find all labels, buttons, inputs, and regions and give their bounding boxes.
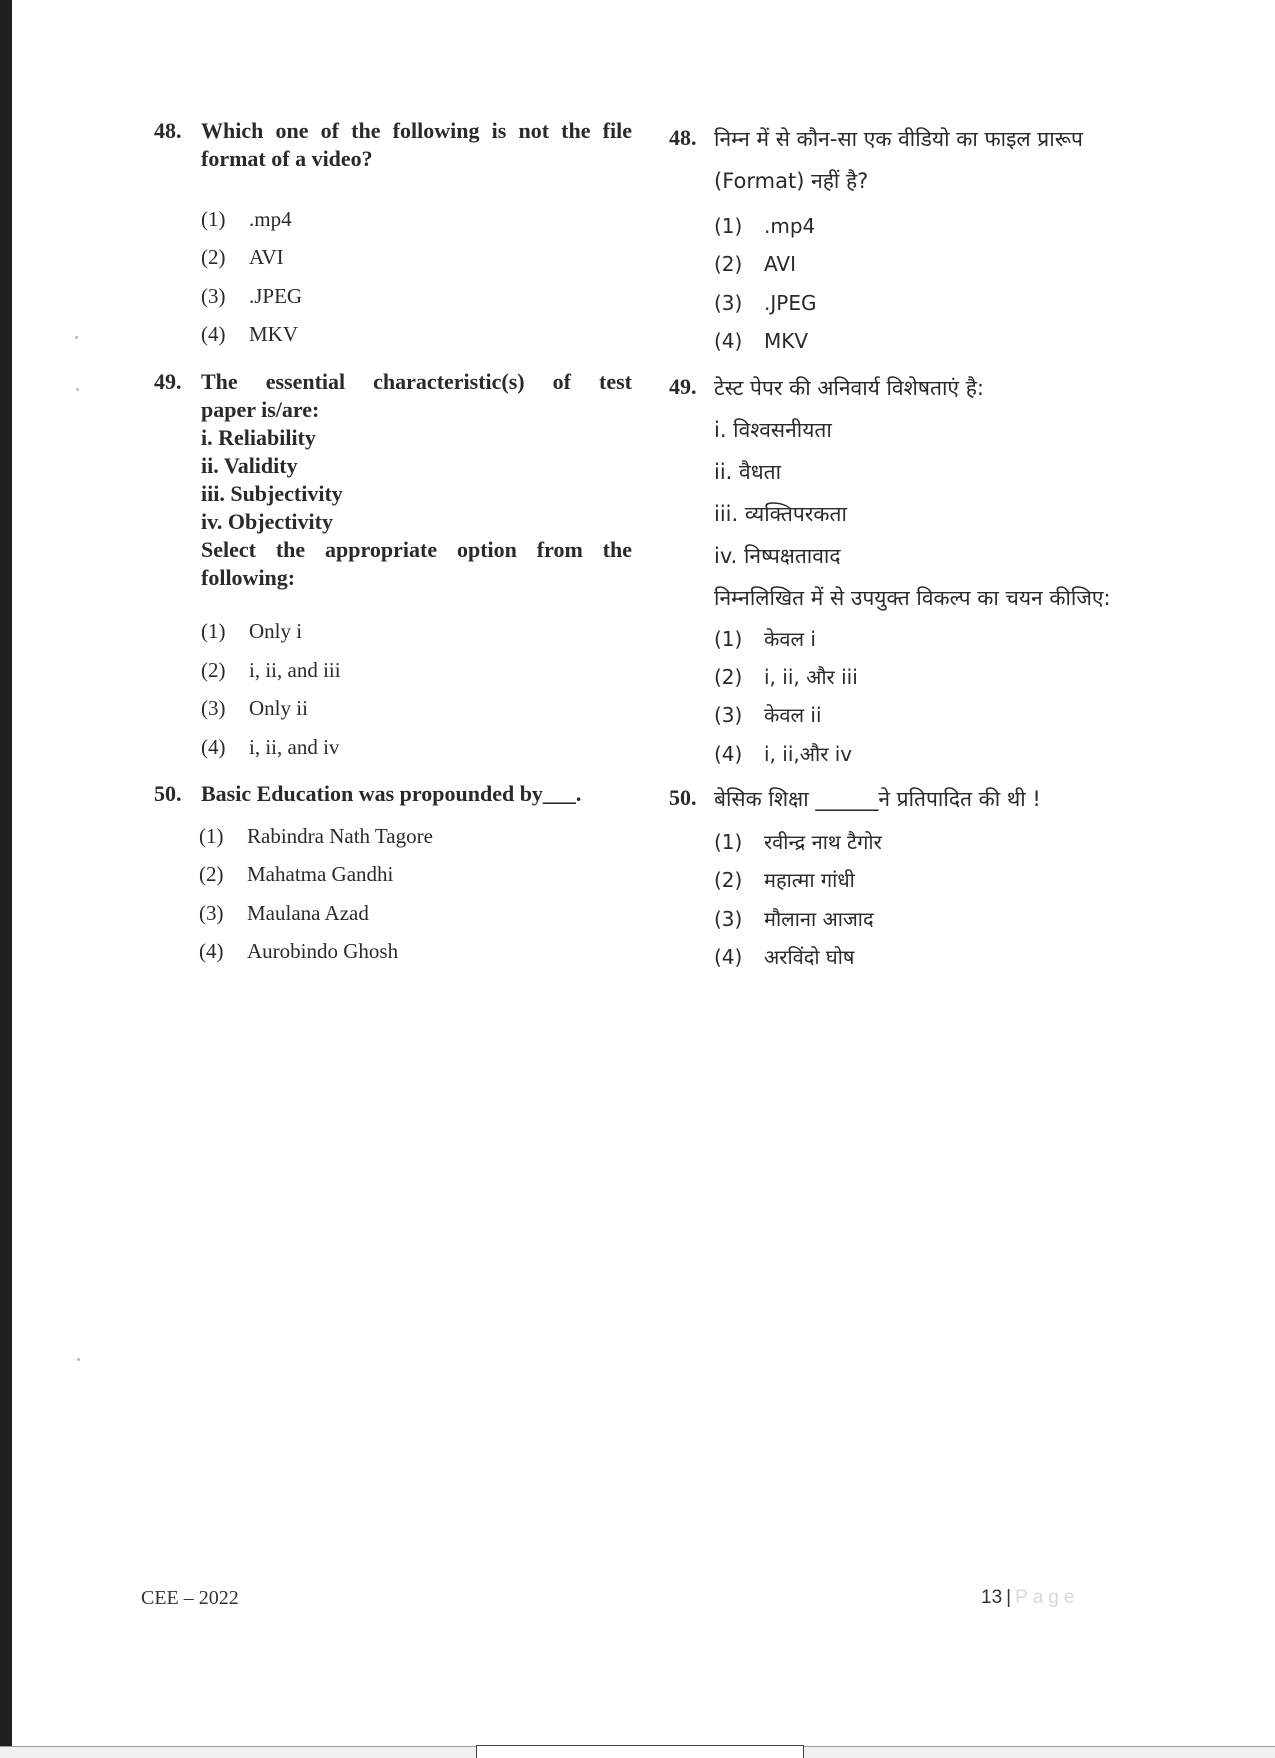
option-number: (2) xyxy=(714,665,743,689)
question-49-hi xyxy=(669,367,1139,619)
exam-label: CEE – 2022 xyxy=(141,1587,239,1609)
option-text: .mp4 xyxy=(249,207,292,231)
option-text: Only ii xyxy=(249,696,308,720)
option-2 xyxy=(201,656,341,684)
question-number: 48. xyxy=(154,118,182,143)
option-text: AVI xyxy=(249,245,284,269)
option-text: अरविंदो घोष xyxy=(764,945,855,969)
scan-bottom-tab xyxy=(476,1745,804,1758)
option-1 xyxy=(714,625,816,653)
option-text: केवल i xyxy=(764,627,816,651)
question-stem xyxy=(201,117,632,173)
stem-line: टेस्ट पेपर की अनिवार्य विशेषताएं है: xyxy=(714,376,984,400)
option-text: मौलाना आजाद xyxy=(764,907,874,931)
stem-line: paper is/are: xyxy=(201,397,320,422)
page-label: Page xyxy=(1015,1587,1080,1608)
stem-line: ii. वैधता xyxy=(714,460,782,484)
option-text: .JPEG xyxy=(764,291,817,315)
option-number: (3) xyxy=(714,907,743,931)
option-text: महात्मा गांधी xyxy=(764,868,855,892)
stem-line: Select the appropriate option from the xyxy=(201,537,632,562)
option-text: MKV xyxy=(249,322,299,346)
option-4 xyxy=(714,327,808,355)
question-50-en xyxy=(154,780,632,808)
option-number: (1) xyxy=(199,824,224,848)
stem-line: iii. व्यक्तिपरकता xyxy=(714,502,847,526)
option-number: (2) xyxy=(714,868,743,892)
option-number: (2) xyxy=(201,245,226,269)
option-number: (2) xyxy=(199,862,224,886)
option-text: .mp4 xyxy=(764,214,816,238)
stem-line: iii. Subjectivity xyxy=(201,481,343,506)
stem-line: i. Reliability xyxy=(201,425,316,450)
option-2 xyxy=(199,860,393,888)
question-stem xyxy=(201,780,632,808)
option-text: Aurobindo Ghosh xyxy=(247,939,399,963)
option-text: .JPEG xyxy=(249,284,303,308)
scan-speck xyxy=(77,1358,80,1361)
option-number: (3) xyxy=(201,696,226,720)
option-4 xyxy=(201,320,298,348)
question-49-en xyxy=(154,368,632,592)
stem-line: ii. Validity xyxy=(201,453,298,478)
option-text: Mahatma Gandhi xyxy=(247,862,394,886)
option-number: (3) xyxy=(199,901,224,925)
option-1 xyxy=(714,212,815,240)
option-number: (4) xyxy=(714,945,743,969)
option-number: (3) xyxy=(714,291,743,315)
option-text: Maulana Azad xyxy=(247,901,369,925)
option-text: i, ii, and iv xyxy=(249,735,340,759)
option-3 xyxy=(201,282,302,310)
question-number: 49. xyxy=(669,374,697,399)
option-number: (4) xyxy=(714,742,743,766)
option-number: (4) xyxy=(714,329,743,353)
stem-line: (Format) नहीं है? xyxy=(714,169,869,193)
stem-line: iv. निष्पक्षतावाद xyxy=(714,544,841,568)
question-stem xyxy=(714,118,1139,202)
question-50-hi xyxy=(669,778,1139,820)
option-number: (1) xyxy=(714,214,743,238)
page-separator: | xyxy=(1006,1587,1012,1608)
stem-line: following: xyxy=(201,565,296,590)
option-3 xyxy=(714,289,816,317)
option-text: i, ii,और iv xyxy=(764,742,853,766)
stem-line: iv. Objectivity xyxy=(201,509,333,534)
question-number: 50. xyxy=(669,785,697,810)
option-number: (4) xyxy=(201,735,226,759)
question-number: 50. xyxy=(154,781,182,806)
option-text: Only i xyxy=(249,619,303,643)
stem-line: बेसिक शिक्षा ______ने प्रतिपादित की थी ! xyxy=(714,787,1041,811)
question-stem xyxy=(201,368,632,592)
stem-line: format of a video? xyxy=(201,146,373,171)
scan-speck xyxy=(75,336,78,339)
question-stem xyxy=(714,367,1139,619)
option-2 xyxy=(201,243,284,271)
question-stem xyxy=(714,778,1139,820)
page-number: 13 xyxy=(981,1587,1003,1608)
option-text: MKV xyxy=(764,329,809,353)
option-text: i, ii, and iii xyxy=(249,658,341,682)
option-text: Rabindra Nath Tagore xyxy=(247,824,433,848)
option-text: AVI xyxy=(764,252,796,276)
option-4 xyxy=(714,740,852,768)
option-number: (2) xyxy=(714,252,743,276)
stem-line: The essential characteristic(s) of test xyxy=(201,369,632,394)
option-2 xyxy=(714,663,858,691)
option-3 xyxy=(199,899,369,927)
option-4 xyxy=(714,943,854,971)
option-number: (3) xyxy=(714,703,743,727)
option-1 xyxy=(201,205,292,233)
option-number: (1) xyxy=(714,830,743,854)
option-number: (2) xyxy=(201,658,226,682)
option-number: (4) xyxy=(201,322,226,346)
option-1 xyxy=(201,617,302,645)
option-text: रवीन्द्र नाथ टैगोर xyxy=(764,830,882,854)
option-4 xyxy=(199,937,398,965)
option-3 xyxy=(714,905,874,933)
option-1 xyxy=(199,822,433,850)
page-footer xyxy=(981,1587,1079,1609)
option-number: (3) xyxy=(201,284,226,308)
option-number: (4) xyxy=(199,939,224,963)
option-number: (1) xyxy=(201,207,226,231)
question-number: 49. xyxy=(154,369,182,394)
option-text: i, ii, और iii xyxy=(764,665,858,689)
option-text: केवल ii xyxy=(764,703,822,727)
question-48-en xyxy=(154,117,632,173)
stem-line: Basic Education was propounded by___. xyxy=(201,781,582,806)
option-1 xyxy=(714,828,882,856)
stem-line: Which one of the following is not the file xyxy=(201,118,632,143)
option-3 xyxy=(201,694,308,722)
option-3 xyxy=(714,701,822,729)
stem-line: निम्न में से कौन-सा एक वीडियो का फाइल प्रारूप xyxy=(714,127,1083,151)
option-2 xyxy=(714,866,855,894)
option-4 xyxy=(201,733,339,761)
question-number: 48. xyxy=(669,125,697,150)
stem-line: i. विश्वसनीयता xyxy=(714,418,832,442)
question-48-hi xyxy=(669,118,1139,202)
option-number: (1) xyxy=(201,619,226,643)
scan-left-edge xyxy=(0,0,12,1757)
option-2 xyxy=(714,250,796,278)
option-number: (1) xyxy=(714,627,743,651)
scan-speck xyxy=(76,388,79,391)
stem-line: निम्नलिखित में से उपयुक्त विकल्प का चयन कीजिए: xyxy=(714,586,1111,610)
